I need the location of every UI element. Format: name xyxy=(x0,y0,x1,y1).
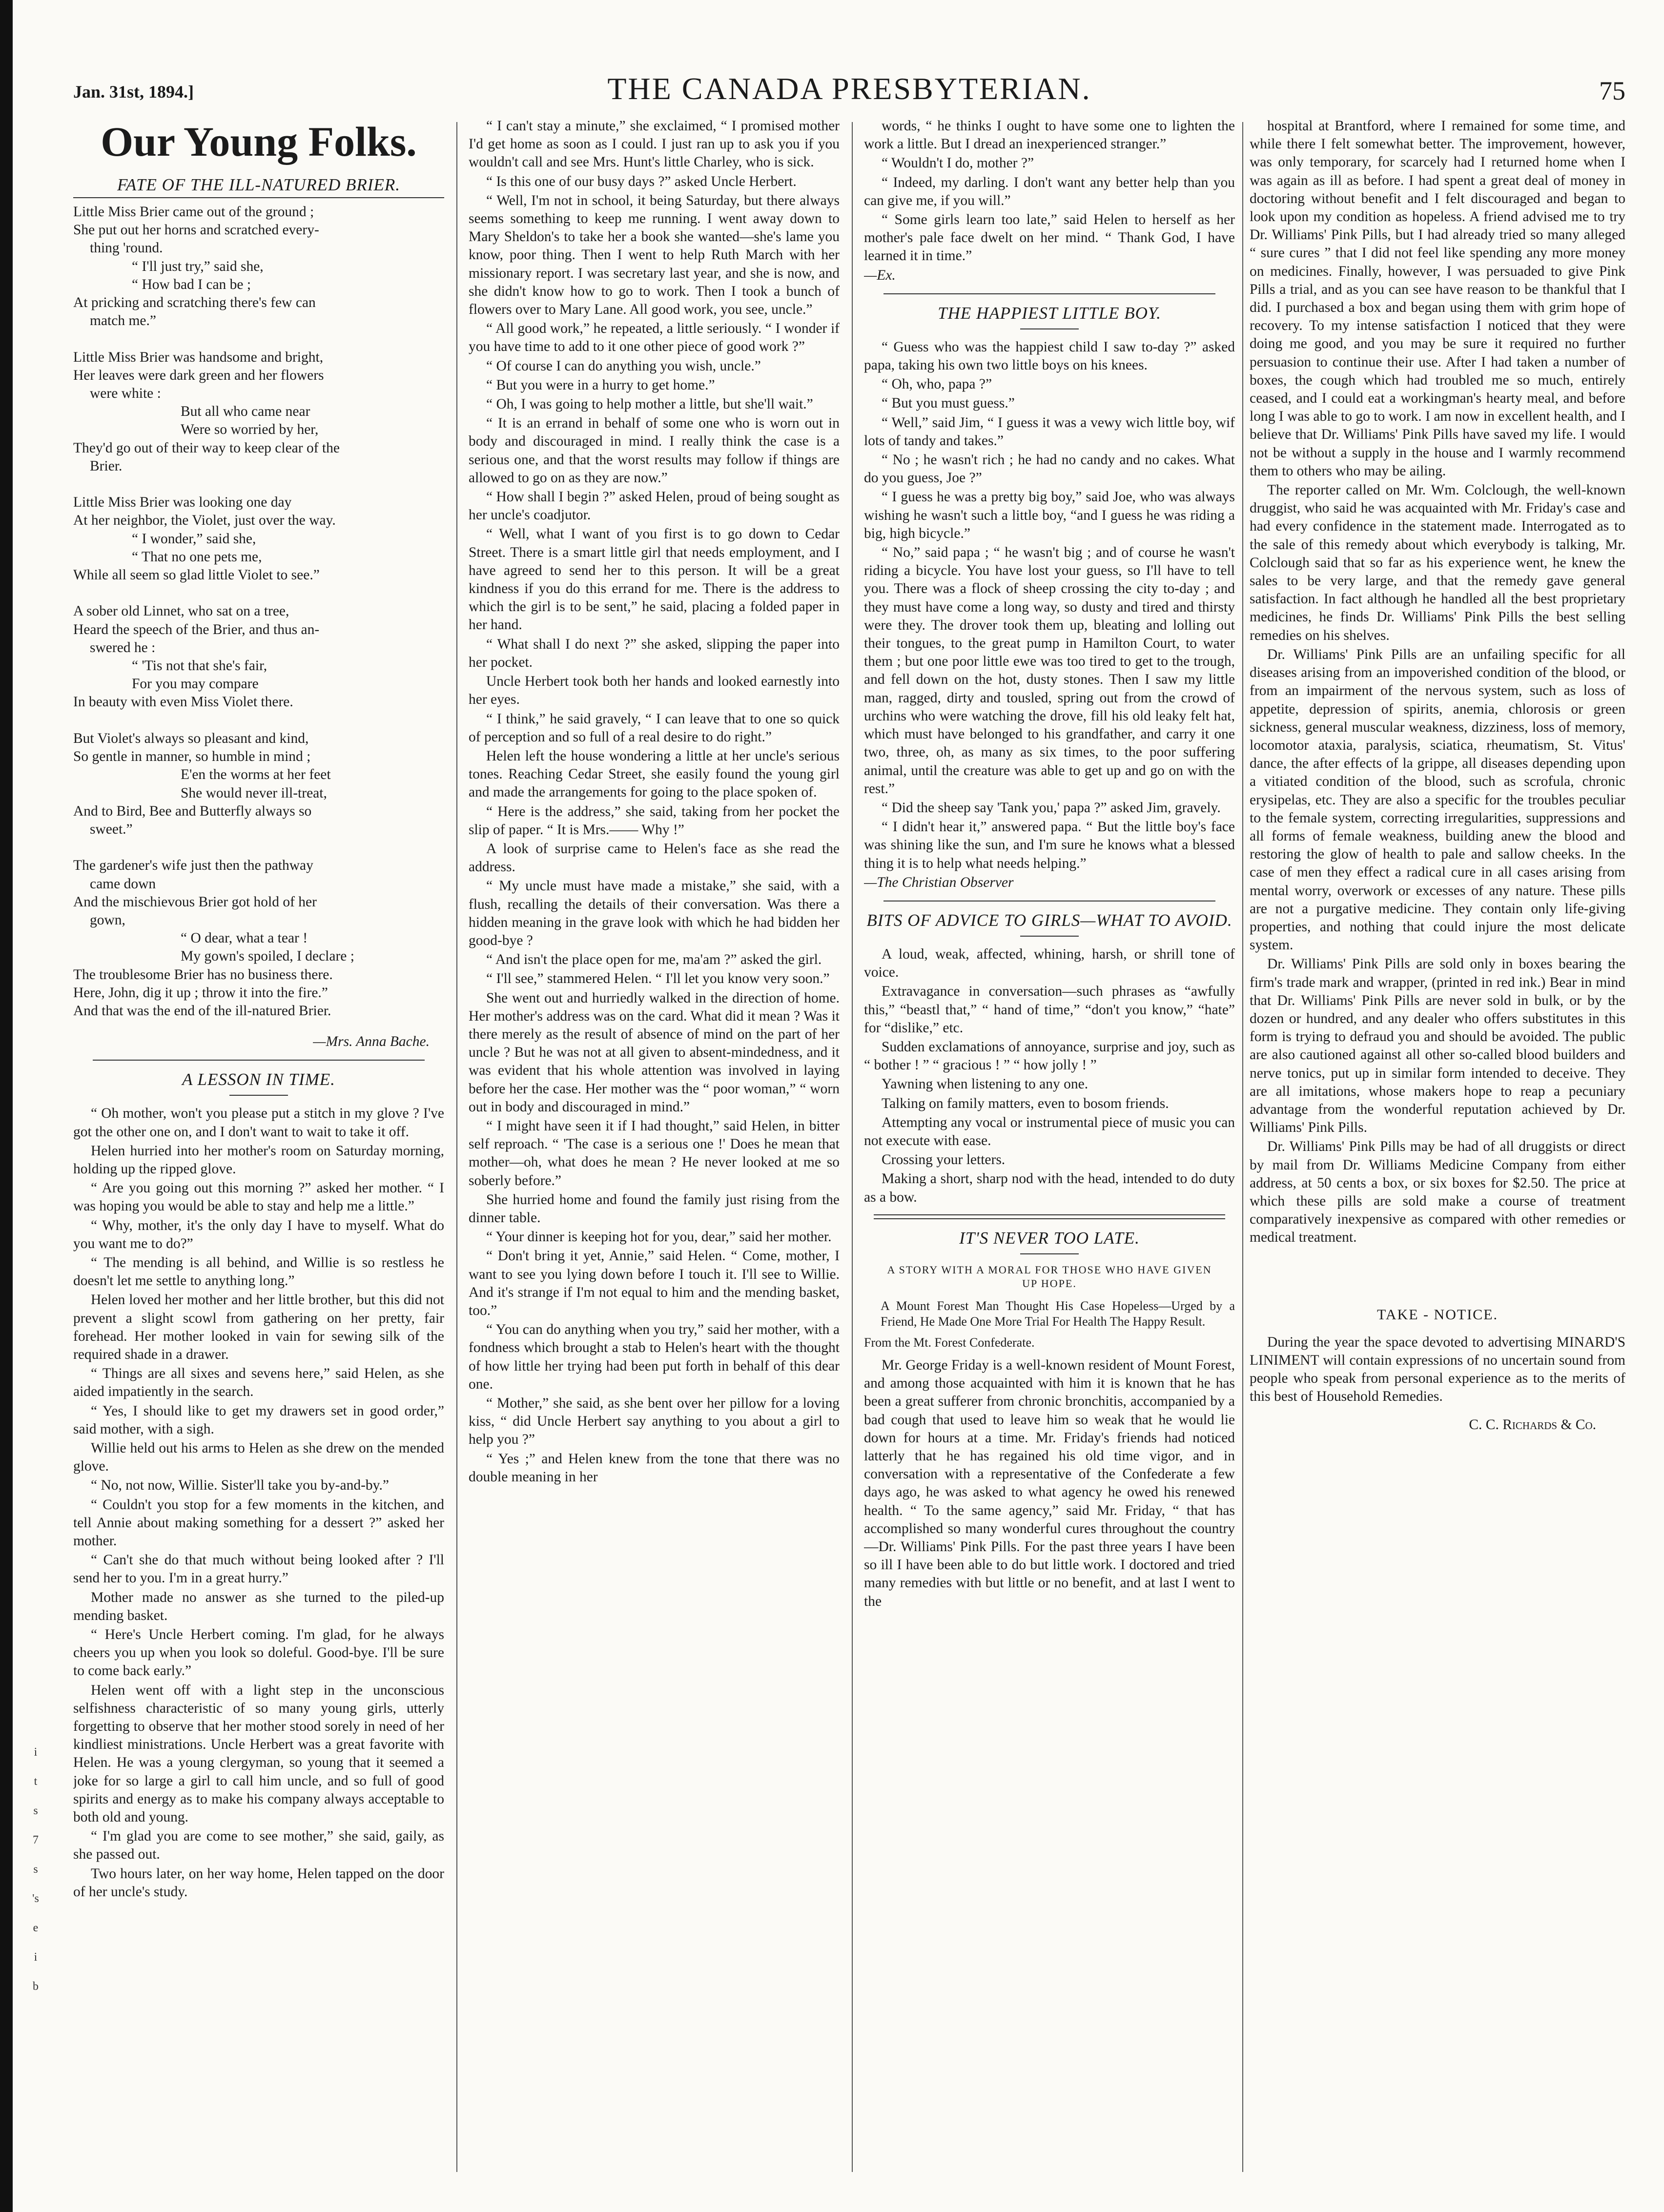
brier-author: —Mrs. Anna Bache. xyxy=(313,1034,430,1050)
column-4 xyxy=(1250,117,1625,2182)
paragraph: “ No ; he wasn't rich ; he had no candy and no cakes. What do you guess, Joe ?” xyxy=(864,452,1235,486)
paper-title: THE CANADA PRESBYTERIAN. xyxy=(607,71,1091,106)
paragraph: “ Some girls learn too late,” said Helen to herself as her mother's pale face dwelt on her mind. “ Thank God, I have learned it in time.” xyxy=(864,212,1235,264)
paragraph: “ Wouldn't I do, mother ?” xyxy=(882,155,1034,171)
paragraph: “ I guess he was a pretty big boy,” said Joe, who was always wishing he wasn't such a little boy, “and I guess he was riding a big, high bicycle.” xyxy=(864,489,1235,541)
paragraph: “ Why, mother, it's the only day I have to myself. What do you want me to do?” xyxy=(73,1217,444,1251)
paragraph: “ Yes, I should like to get my drawers set in good order,” said mother, with a sigh. xyxy=(73,1403,444,1437)
poem-line: Little Miss Brier was looking one day xyxy=(73,494,292,511)
poem-line: They'd go out of their way to keep clear of the xyxy=(73,440,340,456)
poem-line: She would never ill-treat, xyxy=(181,785,327,801)
paragraph: Yawning when listening to any one. xyxy=(882,1076,1089,1092)
paragraph: “ I think,” he said gravely, “ I can leave that to one so quick of perception and so full of a real desire to do right.” xyxy=(469,711,840,745)
margin-letter: i xyxy=(34,1951,38,1964)
paragraph: words, “ he thinks I ought to have some one to lighten the work a little. But I dread an inexperienced stranger.” xyxy=(864,118,1235,152)
poem-line: The troublesome Brier has no business there. xyxy=(73,966,333,983)
poem-line: “ I'll just try,” said she, xyxy=(132,258,264,274)
paragraph: “ I'm glad you are come to see mother,” she said, gaily, as she passed out. xyxy=(73,1828,444,1863)
poem-line: And that was the end of the ill-natured Brier. xyxy=(73,1003,331,1019)
stanza-break xyxy=(73,839,444,857)
stanza-break xyxy=(73,330,444,348)
paragraph: A loud, weak, affected, whining, harsh, or shrill tone of voice. xyxy=(864,946,1235,981)
lesson-title: A LESSON IN TIME. xyxy=(182,1070,335,1089)
paragraph: “ Indeed, my darling. I don't want any better help than you can give me, if you will.” xyxy=(864,174,1235,208)
paragraph: “ Can't she do that much without being looked after ? I'll send her to you. I'm in a great hurry.” xyxy=(73,1552,444,1586)
poem-line: At her neighbor, the Violet, just over the way. xyxy=(73,512,336,529)
section-banner: Our Young Folks. xyxy=(101,118,417,165)
paragraph: “ You can do anything when you try,” said her mother, with a fondness which brought a stab to Helen's heart with the thought of how little her trying had been put forth in behalf of this dear one. xyxy=(469,1322,840,1392)
paragraph: Helen left the house wondering a little at her uncle's serious tones. Reaching Cedar Street, she easily found the young girl and made the arrangements for going to the place spoken of. xyxy=(469,748,840,800)
paragraph: “ Your dinner is keeping hot for you, dear,” said her mother. xyxy=(486,1229,832,1245)
paragraph: Dr. Williams' Pink Pills are sold only in boxes bearing the firm's trade mark and wrapper, (printed in red ink.) Bear in mind that Dr. Williams' Pink Pills are never sold in bulk, or by the dozen or hundred, and any dealer who offers substitutes in this form is trying to defraud you and should be avoided. The public are also cautioned against all other so-called blood builders and nerve tonics, put up in similar form intended to deceive. They are all imitations, whose makers hope to reap a pecuniary advantage from the wonderful reputation achieved by Dr. Williams' Pink Pills. xyxy=(1250,956,1625,1136)
page-header xyxy=(73,71,1625,117)
stanza-break xyxy=(73,584,444,602)
margin-letter: s xyxy=(33,1804,38,1817)
poem-line: At pricking and scratching there's few can xyxy=(73,295,316,311)
poem-line: She put out her horns and scratched every- xyxy=(73,222,319,238)
paragraph: “ I might have seen it if I had thought,” said Helen, in bitter self reproach. “ 'The case is a serious one !' Does he mean that mother—oh, what does he mean ? He never looked at me so soberly before.” xyxy=(469,1118,840,1188)
title-rule xyxy=(229,1095,288,1096)
poem-line: E'en the worms at her feet xyxy=(181,767,331,783)
paragraph: “ Did the sheep say 'Tank you,' papa ?” asked Jim, gravely. xyxy=(882,799,1221,816)
boy-body xyxy=(864,338,1235,873)
paragraph: “ Is this one of our busy days ?” asked Uncle Herbert. xyxy=(486,173,797,189)
advice-title: BITS OF ADVICE TO GIRLS—WHAT TO AVOID. xyxy=(866,910,1233,930)
paragraph: Willie held out his arms to Helen as she drew on the mended glove. xyxy=(73,1440,444,1475)
poem-line: Were so worried by her, xyxy=(181,422,319,438)
poem-line: “ O dear, what a tear ! xyxy=(181,930,308,946)
margin-letter: b xyxy=(33,1980,39,1993)
paragraph: “ But you were in a hurry to get home.” xyxy=(486,377,715,393)
stanza-break xyxy=(73,475,444,493)
paragraph: A look of surprise came to Helen's face as she read the address. xyxy=(469,840,840,875)
poem-line: While all seem so glad little Violet to see.” xyxy=(73,567,320,583)
boy-source: —The Christian Observer xyxy=(864,874,1014,890)
column-rule xyxy=(1242,122,1243,2172)
paragraph: “ Here is the address,” she said, taking from her pocket the slip of paper. “ It is Mrs.—— Why !” xyxy=(469,803,840,838)
paragraph: “ My uncle must have made a mistake,” she said, with a flush, recalling the details of their conversation. Was there a hidden meaning in the grave look with which he had bidden her good-bye ? xyxy=(469,878,840,948)
lesson-body xyxy=(73,1105,444,1901)
paragraph: “ Couldn't you stop for a few moments in the kitchen, and tell Annie about making something for a dessert ?” asked her mother. xyxy=(73,1496,444,1549)
lesson-source: —Ex. xyxy=(864,267,896,283)
title-rule xyxy=(1020,328,1079,329)
paragraph: “ Oh, I was going to help mother a little, but she'll wait.” xyxy=(486,396,813,412)
paragraph: “ Well, I'm not in school, it being Saturday, but there always seems something to keep me running. I went away down to Mary Sheldon's to take her a book she wanted—she's lame you know, poor thing. Then I went to help Ruth March with her missionary report. I was secretary last year, and she is now, and she didn't know how to go to work. Then I took a bunch of flowers over to Mary Lane. All good work, you see, uncle.” xyxy=(469,192,840,318)
paragraph: “ Guess who was the happiest child I saw to-day ?” asked papa, taking his own two little boys on his knees. xyxy=(864,339,1235,373)
paragraph: The reporter called on Mr. Wm. Colclough, the well-known druggist, who said he was acquainted with Mr. Friday's case and had every confidence in the statement made. Interrogated as to the sale of this remedy about which everybody is talking, Mr. Colclough said that so far as his experience went, he knew the sales to be very large, and that the remedy gave general satisfaction. In fact although he handled all the best proprietary medicines, he finds Dr. Williams' Pink Pills the best selling remedies on his shelves. xyxy=(1250,482,1625,643)
paragraph: “ What shall I do next ?” she asked, slipping the paper into her pocket. xyxy=(469,636,840,670)
paragraph: “ And isn't the place open for me, ma'am ?” asked the girl. xyxy=(486,952,822,968)
paragraph: hospital at Brantford, where I remained for some time, and while there I felt somewhat better. The improvement, however, was only temporary, for scarcely had I returned home when I was again as ill as before. I had spent a great deal of money in doctoring without benefit and I felt discouraged and began to look upon my condition as hopeless. A friend advised me to try Dr. Williams' Pink Pills, but I had already tried so many alleged “ sure cures ” that I did not feel like spending any more money on medicines. Finally, however, I was persuaded to give Pink Pills a trial, and as you can see have reason to be thankful that I did. I purchased a box and began using them with grim hope of recovery. To my intense satisfaction I noticed that they were doing me good, and you may be sure it required no further persuasion to continue their use. After I had taken a number of boxes, the cough which had troubled me so much, entirely ceased, and I could eat a workingman's hearty meal, and before long I was able to go to work. I am now in excellent health, and I believe that Dr. Williams' Pink Pills have saved my life. I would not be without a supply in the house and I warmly recommend them to others who may be ailing. xyxy=(1250,118,1625,479)
paragraph: “ No, not now, Willie. Sister'll take you by-and-by.” xyxy=(91,1477,389,1494)
title-rule xyxy=(1020,1253,1079,1254)
paragraph: She went out and hurriedly walked in the direction of home. Her mother's address was on the card. What did it mean ? Was it there merely as the result of absence of mind on the part of her uncle ? But he was not at all given to absent-mindedness, and it was evident that his whole attention was involved in laying before her the case. Her mother was the “ poor woman,” “ worn out in body and discouraged in mind.” xyxy=(469,990,840,1115)
paragraph: Extravagance in conversation—such phrases as “awfully this,” “beastl that,” “ hand of time,” “don't you know,” “hate” for “dislike,” etc. xyxy=(864,983,1235,1036)
section-divider xyxy=(93,1060,425,1061)
paragraph: Crossing your letters. xyxy=(882,1152,1006,1168)
paragraph: She hurried home and found the family just rising from the dinner table. xyxy=(469,1191,840,1226)
poem-line: “ That no one pets me, xyxy=(132,549,262,565)
margin-letter: t xyxy=(34,1775,38,1788)
poem-line: Brier. xyxy=(90,458,123,474)
stanza-break xyxy=(73,712,444,730)
paragraph: Sudden exclamations of annoyance, surprise and joy, such as “ bother ! ” “ gracious ! ” “ how jolly ! ” xyxy=(864,1039,1235,1073)
poem-line: “ I wonder,” said she, xyxy=(132,531,256,547)
poem-line: swered he : xyxy=(90,639,156,655)
poem-line: match me.” xyxy=(90,313,156,329)
paragraph: “ No,” said papa ; “ he wasn't big ; and of course he wasn't riding a bicycle. You have lost your guess, so I'll have to tell you. There was a flock of sheep crossing the city to-day ; and they must have come a long way, so dusty and tired and thirsty were they. The drover took them up, bleating and lolling out their tongues, to the great pump in Hamilton Court, to water them ; but one poor little ewe was too tired to get to the trough, and fell down on the hot, dusty stones. Then I saw my little man, ragged, dirty and tousled, spring out from the crowd of urchins who were watching the drove, fill his old leaky felt hat, which must have belonged to his grandfather, and carry it one two, three, oh, as many as six times, to the poor suffering animal, until the creature was able to get up and go on with the rest.” xyxy=(864,545,1235,797)
paragraph: Helen loved her mother and her little brother, but this did not prevent a slight scowl from gathering on her pretty, fair forehead. Her mother looked in vain for sewing silk of the required shade in a drawer. xyxy=(73,1292,444,1362)
poem-line: sweet.” xyxy=(90,821,133,837)
poem-line: For you may compare xyxy=(132,676,259,692)
paragraph: “ Of course I can do anything you wish, uncle.” xyxy=(486,358,761,374)
column-1 xyxy=(73,117,444,2182)
brier-poem xyxy=(73,203,444,1020)
paragraph: “ Are you going out this morning ?” asked her mother. “ I was hoping you would be able to stay and help me a little.” xyxy=(73,1180,444,1214)
paragraph: “ Well, what I want of you first is to go down to Cedar Street. There is a smart little girl that needs employment, and I have agreed to send her to this person. It will be a great kindness if you do this errand for me. There is the address to which the girl is to be sent,” he said, placing a folded paper in her hand. xyxy=(469,526,840,633)
paragraph: “ Things are all sixes and sevens here,” said Helen, as she aided impatiently in the search. xyxy=(73,1366,444,1400)
paragraph: “ All good work,” he repeated, a little seriously. “ I wonder if you have time to add to it one other piece of good work ?” xyxy=(469,321,840,355)
pink-pills-body xyxy=(1250,117,1625,1247)
never-deck: A Mount Forest Man Thought His Case Hopeless—Urged by a Friend, He Made One More Trial For Health The Happy Result. xyxy=(881,1298,1235,1329)
never-body xyxy=(864,1356,1235,1611)
column-3 xyxy=(864,117,1235,2182)
poem-line: And the mischievous Brier got hold of her xyxy=(73,894,317,910)
notice-signoff: C. C. Richards & Co. xyxy=(1469,1416,1596,1433)
paragraph: “ Yes ;” and Helen knew from the tone that there was no double meaning in her xyxy=(469,1451,840,1485)
poem-line: Her leaves were dark green and her flowers xyxy=(73,367,324,383)
poem-line: “ 'Tis not that she's fair, xyxy=(132,658,267,674)
lesson-end xyxy=(864,117,1235,266)
paragraph: “ It is an errand in behalf of some one who is worn out in body and discouraged in mind. I really think the case is a serious one, and that the worst results may follow if things are allowed to go on as they are now.” xyxy=(469,415,840,486)
poem-line: In beauty with even Miss Violet there. xyxy=(73,694,293,710)
paragraph: “ Here's Uncle Herbert coming. I'm glad, for he always cheers you up when you look so doleful. Good-bye. I'll be sure to come back early.” xyxy=(73,1627,444,1679)
paragraph: Mother made no answer as she turned to the piled-up mending basket. xyxy=(73,1589,444,1623)
poem-line: But all who came near xyxy=(181,404,310,420)
poem-line: Little Miss Brier was handsome and bright, xyxy=(73,349,324,365)
paragraph: Two hours later, on her way home, Helen tapped on the door of her uncle's study. xyxy=(73,1865,444,1900)
poem-line: And to Bird, Bee and Butterfly always so xyxy=(73,803,312,819)
poem-line: Heard the speech of the Brier, and thus an- xyxy=(73,621,320,637)
brier-title: FATE OF THE ILL-NATURED BRIER. xyxy=(73,175,444,198)
paragraph: “ Well,” said Jim, “ I guess it was a vewy wich little boy, wif lots of tandy and takes.” xyxy=(864,414,1235,449)
paragraph: “ I'll see,” stammered Helen. “ I'll let you know very soon.” xyxy=(486,971,830,987)
margin-letter: s xyxy=(33,1863,38,1876)
paragraph: “ The mending is all behind, and Willie is so restless he doesn't let me settle to anything long.” xyxy=(73,1254,444,1289)
poem-line: Little Miss Brier came out of the ground ; xyxy=(73,204,314,220)
margin-letter: i xyxy=(34,1746,38,1759)
issue-date: Jan. 31st, 1894.] xyxy=(73,82,194,102)
poem-line: A sober old Linnet, who sat on a tree, xyxy=(73,603,289,619)
paragraph: Dr. Williams' Pink Pills are an unfailing specific for all diseases arising from an impoverished condition of the blood, or from an impairment of the nervous system, such as loss of appetite, depression of spirits, anemia, chlorosis or green sickness, general muscular weakness, dizziness, loss of memory, locomotor ataxia, paralysis, sciatica, rheumatism, St. Vitus' dance, the after effects of la grippe, all diseases depending upon a vitiated condition of the blood, such as scrofula, chronic erysipelas, etc. They are also a specific for the troubles peculiar to the female system, correcting irregularities, suppressions and all forms of female weakness, building anew the blood and restoring the glow of health to pale and sallow cheeks. In the case of men they effect a radical cure in all cases arising from mental worry, overwork or excesses of any nature. These pills are not a purgative medicine. They contain only life-giving properties, and nothing that could injure the most delicate system. xyxy=(1250,646,1625,953)
paragraph: Talking on family matters, even to bosom friends. xyxy=(882,1095,1169,1111)
column-2 xyxy=(469,117,840,2182)
column-rule xyxy=(852,122,853,2172)
paragraph: “ Don't bring it yet, Annie,” said Helen. “ Come, mother, I want to see you lying down before I touch it. I'll see to Willie. And it's strange if I'm not equal to him and the mending basket, too.” xyxy=(469,1248,840,1318)
never-title: IT'S NEVER TOO LATE. xyxy=(959,1228,1140,1248)
scan-edge xyxy=(0,0,13,2212)
title-rule xyxy=(1020,936,1079,937)
paragraph: “ Mother,” she said, as she bent over her pillow for a loving kiss, “ did Uncle Herbert say anything to you about a girl to help you ?” xyxy=(469,1395,840,1448)
paragraph: “ I can't stay a minute,” she exclaimed, “ I promised mother I'd get home as soon as I could. I just ran up to ask you if you wouldn't call and see Mrs. Hunt's little Charley, who is sick. xyxy=(469,118,840,170)
poem-line: Here, John, dig it up ; throw it into the fire.” xyxy=(73,984,328,1001)
paragraph: “ How shall I begin ?” asked Helen, proud of being sought as her uncle's coadjutor. xyxy=(469,489,840,523)
notice-text: During the year the space devoted to advertising MINARD'S LINIMENT will contain expressions of no uncertain sound from people who speak from personal experience as to the merits of this best of Household Remedies. xyxy=(1250,1334,1625,1405)
paragraph: “ I didn't hear it,” answered papa. “ But the little boy's face was shining like the sun, and I'm sure he knows what a blessed thing it is to help what needs helping.” xyxy=(864,819,1235,871)
margin-letter: 's xyxy=(32,1892,39,1905)
poem-line: were white : xyxy=(90,386,161,402)
notice-title: TAKE - NOTICE. xyxy=(1376,1306,1499,1323)
paragraph: “ Oh mother, won't you please put a stitch in my glove ? I've got the other one on, and I don't want to wait to take it off. xyxy=(73,1106,444,1140)
margin-letters xyxy=(28,1738,43,2001)
paragraph: Mr. George Friday is a well-known resident of Mount Forest, and among those acquainted with him it is known that he has been a great sufferer from chronic bronchitis, accompanied by a bad cough that used to leave him so weak that he would lie down for hours at a time. Mr. Friday's friends had noticed latterly that he has regained his old time vigor, and in conversation with a representative of the Confederate a few days ago, he was asked to what agency he owed his renewed health. “ To the same agency,” said Mr. Friday, “ that has accomplished so many wonderful cures throughout the country—Dr. Williams' Pink Pills. For the past three years I have been so ill I have been able to do but little work. I doctored and tried many remedies with but little or no benefit, and at last I went to the xyxy=(864,1357,1235,1609)
never-from: From the Mt. Forest Confederate. xyxy=(864,1335,1035,1350)
poem-line: But Violet's always so pleasant and kind, xyxy=(73,730,309,746)
page-number: 75 xyxy=(1599,76,1625,105)
margin-letter: e xyxy=(33,1922,39,1934)
paragraph: Helen went off with a light step in the unconscious selfishness characteristic of so many young girls, utterly forgetting to observe that her mother stood sorely in need of her kindliest ministrations. Uncle Herbert was a great favorite with Helen. He was a young clergyman, so young that it seemed a joke for so large a girl to call him uncle, and so full of good spirits and energy as to make his company always acceptable to both old and young. xyxy=(73,1682,444,1825)
paragraph: Attempting any vocal or instrumental piece of music you can not execute with ease. xyxy=(864,1114,1235,1148)
section-divider xyxy=(874,1214,1225,1219)
paragraph: Uncle Herbert took both her hands and looked earnestly into her eyes. xyxy=(469,674,840,708)
paragraph: “ But you must guess.” xyxy=(882,395,1015,411)
margin-letter: 7 xyxy=(33,1834,39,1846)
paragraph: “ Oh, who, papa ?” xyxy=(882,376,992,392)
boy-title: THE HAPPIEST LITTLE BOY. xyxy=(938,303,1161,323)
column-rule xyxy=(456,122,457,2172)
poem-line: My gown's spoiled, I declare ; xyxy=(181,948,354,964)
poem-line: thing 'round. xyxy=(90,240,163,256)
poem-line: The gardener's wife just then the pathway xyxy=(73,858,313,874)
advice-body xyxy=(864,945,1235,1207)
never-subtitle: A STORY WITH A MORAL FOR THOSE WHO HAVE GIVEN UP HOPE. xyxy=(887,1263,1212,1290)
paragraph: Making a short, sharp nod with the head, intended to do duty as a bow. xyxy=(864,1171,1235,1205)
poem-line: So gentle in manner, so humble in mind ; xyxy=(73,749,311,765)
poem-line: came down xyxy=(90,876,156,892)
paragraph: Helen hurried into her mother's room on Saturday morning, holding up the ripped glove. xyxy=(73,1143,444,1177)
lesson-continued xyxy=(469,117,840,1486)
poem-line: gown, xyxy=(90,912,125,928)
poem-line: “ How bad I can be ; xyxy=(132,276,251,292)
section-divider xyxy=(883,293,1215,294)
paragraph: Dr. Williams' Pink Pills may be had of all druggists or direct by mail from Dr. Williams Medicine Company from either address, at 50 cents a box, or six boxes for $2.50. The price at which these pills are sold make a course of treatment comparatively inexpensive as compared with other remedies or medical treatment. xyxy=(1250,1139,1625,1246)
